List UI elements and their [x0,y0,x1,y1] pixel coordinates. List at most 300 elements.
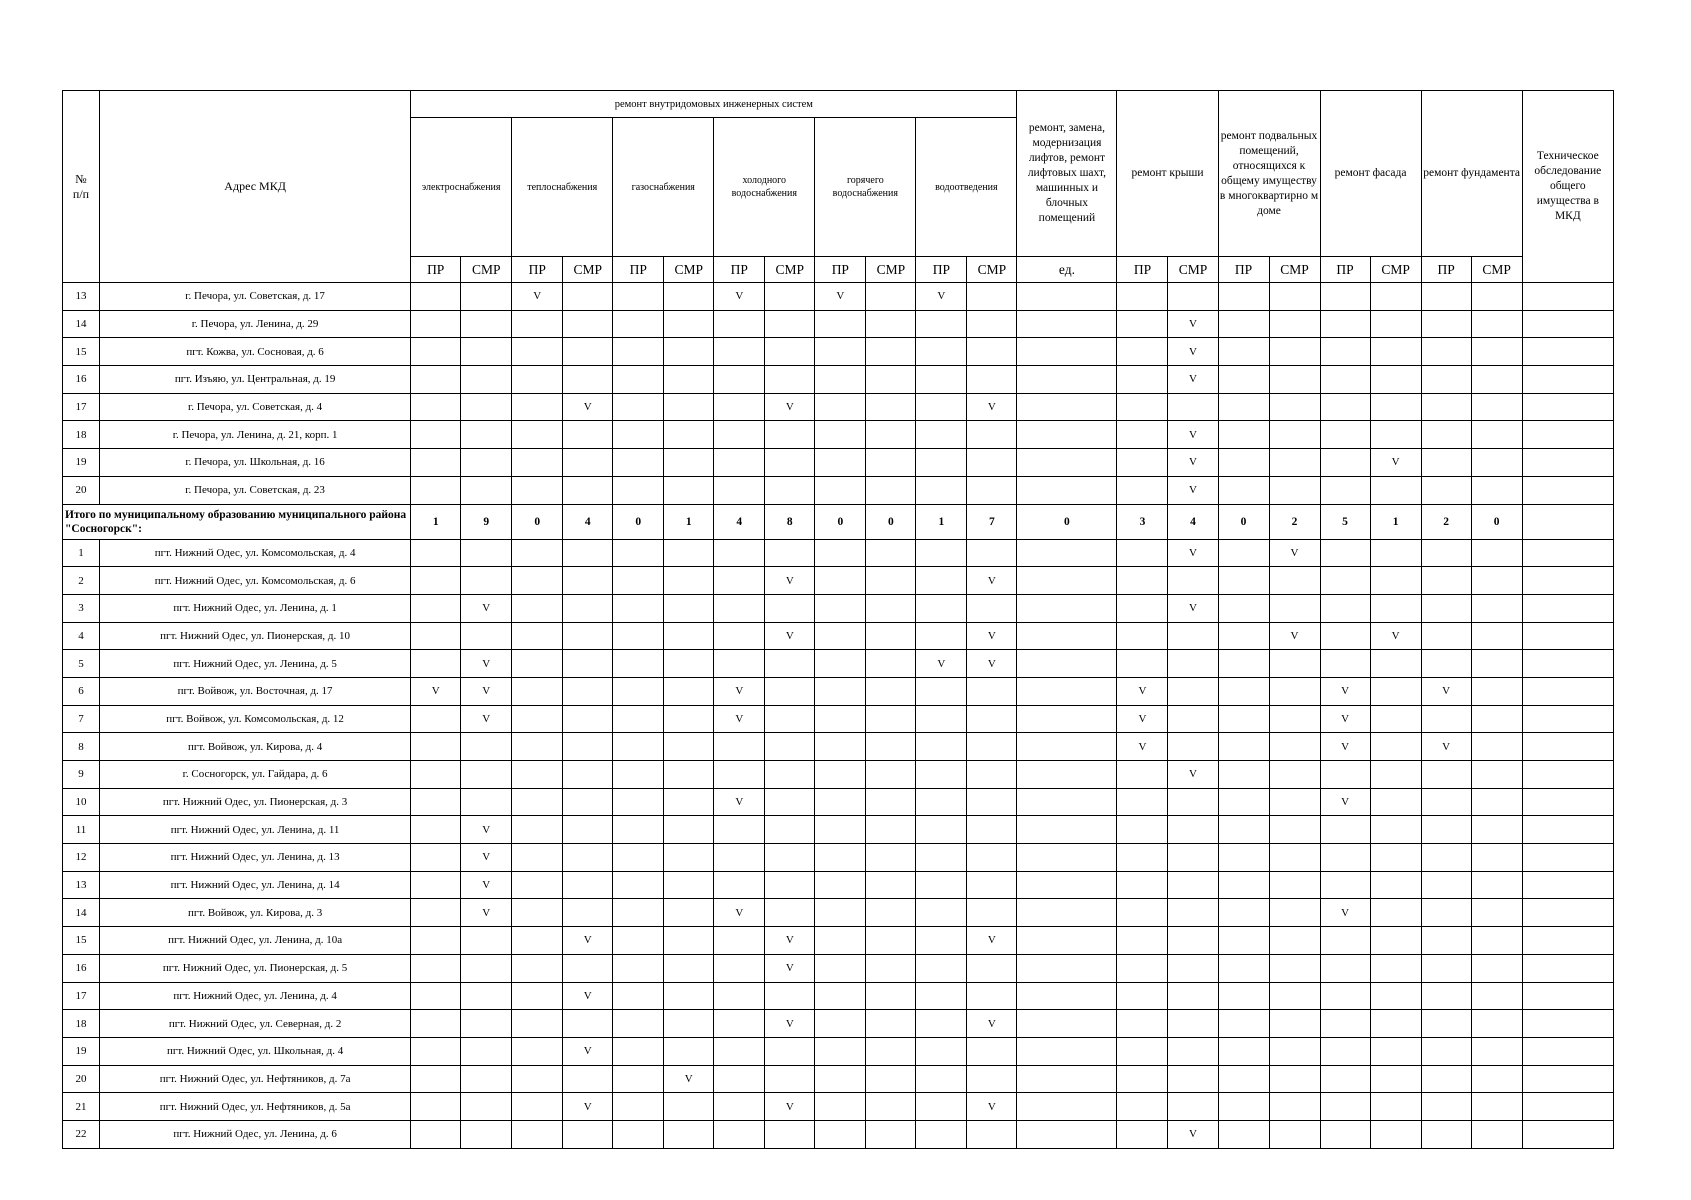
empty-cell [1218,476,1269,504]
empty-cell [1269,954,1320,982]
check-mark: V [765,567,815,595]
empty-cell [1117,1065,1168,1093]
empty-cell [765,366,815,394]
empty-cell [664,1037,714,1065]
empty-cell [1370,393,1421,421]
check-mark: V [1320,677,1370,705]
empty-cell [1522,421,1613,449]
check-mark: V [1269,539,1320,567]
empty-cell [461,1010,512,1038]
empty-cell [1218,1065,1269,1093]
check-mark: V [461,871,512,899]
empty-cell [664,899,714,927]
empty-cell [1522,366,1613,394]
empty-cell [765,705,815,733]
empty-cell [1471,622,1522,650]
empty-cell [1421,393,1471,421]
empty-cell [664,338,714,366]
repair-register-sheet [62,90,1614,1149]
row-number: 11 [63,816,100,844]
empty-cell [815,816,866,844]
empty-cell [1269,366,1320,394]
empty-cell [765,421,815,449]
empty-cell [1218,1037,1269,1065]
empty-cell [714,1120,765,1148]
empty-cell [765,761,815,789]
empty-cell [1017,1093,1117,1121]
empty-cell [1117,844,1168,872]
empty-cell [1471,476,1522,504]
address-cell: пгт. Нижний Одес, ул. Комсомольская, д. 6 [100,567,411,595]
empty-cell [1320,476,1370,504]
table-row [63,761,1614,789]
empty-cell [1522,677,1613,705]
empty-cell [866,650,916,678]
empty-cell [563,310,613,338]
empty-cell [1017,844,1117,872]
empty-cell [512,982,563,1010]
empty-cell [1269,393,1320,421]
empty-cell [563,761,613,789]
total-value: 0 [1218,504,1269,539]
empty-cell [1421,622,1471,650]
empty-cell [1218,338,1269,366]
empty-cell [411,761,461,789]
empty-cell [1218,567,1269,595]
empty-cell [866,954,916,982]
empty-cell [714,954,765,982]
total-value [1522,504,1613,539]
total-value: 1 [411,504,461,539]
empty-cell [815,650,866,678]
empty-cell [916,449,967,477]
empty-cell [411,1065,461,1093]
empty-cell [1117,310,1168,338]
empty-cell [1168,733,1218,761]
empty-cell [714,871,765,899]
empty-cell [1471,1093,1522,1121]
empty-cell [714,650,765,678]
row-number: 14 [63,899,100,927]
empty-cell [967,310,1017,338]
empty-cell [563,539,613,567]
empty-cell [1269,283,1320,311]
empty-cell [967,705,1017,733]
empty-cell [411,650,461,678]
empty-cell [1471,1120,1522,1148]
empty-cell [916,761,967,789]
empty-cell [1320,1010,1370,1038]
empty-cell [1370,338,1421,366]
empty-cell [1320,338,1370,366]
empty-cell [1218,539,1269,567]
empty-cell [1370,677,1421,705]
empty-cell [967,338,1017,366]
empty-cell [1168,954,1218,982]
empty-cell [967,476,1017,504]
empty-cell [1421,982,1471,1010]
empty-cell [967,677,1017,705]
empty-cell [866,982,916,1010]
empty-cell [1522,899,1613,927]
empty-cell [815,567,866,595]
empty-cell [461,366,512,394]
lifts-header: ремонт, замена, модернизация лифтов, ремонт лифтовых шахт, машинных и блочных помещений [1017,91,1117,257]
empty-cell [1117,982,1168,1010]
empty-cell [815,677,866,705]
address-cell: г. Печора, ул. Ленина, д. 21, корп. 1 [100,421,411,449]
empty-cell [1269,338,1320,366]
empty-cell [411,421,461,449]
check-mark: V [916,650,967,678]
empty-cell [563,677,613,705]
empty-cell [563,1065,613,1093]
check-mark: V [1168,476,1218,504]
empty-cell [512,449,563,477]
empty-cell [563,844,613,872]
empty-cell [916,816,967,844]
address-cell: пгт. Нижний Одес, ул. Ленина, д. 14 [100,871,411,899]
empty-cell [1522,539,1613,567]
empty-cell [1471,449,1522,477]
empty-cell [714,449,765,477]
empty-cell [765,1065,815,1093]
empty-cell [613,622,664,650]
empty-cell [461,393,512,421]
empty-cell [1370,650,1421,678]
empty-cell [411,449,461,477]
empty-cell [916,871,967,899]
empty-cell [765,788,815,816]
row-number: 13 [63,871,100,899]
empty-cell [1522,761,1613,789]
empty-cell [765,816,815,844]
empty-cell [916,927,967,955]
empty-cell [1471,871,1522,899]
empty-cell [512,338,563,366]
empty-cell [1471,788,1522,816]
table-row [63,705,1614,733]
empty-cell [563,705,613,733]
empty-cell [1370,982,1421,1010]
register-body [63,283,1614,1149]
empty-cell [1017,310,1117,338]
empty-cell [765,650,815,678]
empty-cell [1168,871,1218,899]
empty-cell [563,338,613,366]
check-mark: V [765,1010,815,1038]
check-mark: V [461,677,512,705]
empty-cell [1017,705,1117,733]
empty-cell [765,594,815,622]
empty-cell [866,899,916,927]
empty-cell [1017,338,1117,366]
empty-cell [815,788,866,816]
empty-cell [1471,310,1522,338]
table-row [63,927,1614,955]
check-mark: V [714,788,765,816]
check-mark: V [967,650,1017,678]
empty-cell [411,567,461,595]
empty-cell [1370,788,1421,816]
check-mark: V [563,393,613,421]
empty-cell [664,733,714,761]
empty-cell [1320,954,1370,982]
total-value: 1 [916,504,967,539]
empty-cell [866,594,916,622]
check-mark: V [765,927,815,955]
empty-cell [1421,650,1471,678]
empty-cell [765,476,815,504]
check-mark: V [967,393,1017,421]
empty-cell [563,1120,613,1148]
row-number: 20 [63,1065,100,1093]
empty-cell [1218,1093,1269,1121]
empty-cell [613,476,664,504]
empty-cell [1471,844,1522,872]
foundation-header: ремонт фундамента [1421,91,1522,257]
empty-cell [1269,421,1320,449]
empty-cell [1370,310,1421,338]
empty-cell [1421,1037,1471,1065]
empty-cell [1117,871,1168,899]
check-mark: V [563,982,613,1010]
empty-cell [411,338,461,366]
check-mark: V [967,927,1017,955]
empty-cell [411,927,461,955]
empty-cell [765,310,815,338]
total-value: 1 [1370,504,1421,539]
empty-cell [664,816,714,844]
empty-cell [1471,1037,1522,1065]
empty-cell [1117,954,1168,982]
address-cell: пгт. Нижний Одес, ул. Ленина, д. 4 [100,982,411,1010]
empty-cell [1269,567,1320,595]
check-mark: V [461,650,512,678]
address-cell: пгт. Войвож, ул. Восточная, д. 17 [100,677,411,705]
row-number: 19 [63,1037,100,1065]
empty-cell [815,871,866,899]
empty-cell [613,982,664,1010]
empty-cell [613,449,664,477]
empty-cell [1370,1093,1421,1121]
empty-cell [1421,310,1471,338]
address-cell: пгт. Кожва, ул. Сосновая, д. 6 [100,338,411,366]
empty-cell [1218,954,1269,982]
empty-cell [1269,761,1320,789]
empty-cell [1522,954,1613,982]
empty-cell [815,539,866,567]
empty-cell [411,816,461,844]
check-mark: V [815,283,866,311]
empty-cell [866,1010,916,1038]
empty-cell [866,1037,916,1065]
empty-cell [1320,594,1370,622]
total-value: 0 [866,504,916,539]
empty-cell [916,733,967,761]
empty-cell [967,816,1017,844]
empty-cell [461,338,512,366]
empty-cell [815,310,866,338]
empty-cell [512,761,563,789]
empty-cell [1421,1010,1471,1038]
empty-cell [411,539,461,567]
total-value: 9 [461,504,512,539]
empty-cell [613,705,664,733]
total-value: 8 [765,504,815,539]
pr-header: ПР [1421,257,1471,283]
address-cell: пгт. Нижний Одес, ул. Пионерская, д. 10 [100,622,411,650]
empty-cell [512,927,563,955]
total-value: 4 [563,504,613,539]
empty-cell [866,283,916,311]
empty-cell [1168,899,1218,927]
empty-cell [1117,927,1168,955]
empty-cell [512,421,563,449]
empty-cell [1168,982,1218,1010]
empty-cell [714,338,765,366]
empty-cell [1421,761,1471,789]
empty-cell [815,338,866,366]
table-row [63,899,1614,927]
empty-cell [512,788,563,816]
empty-cell [714,594,765,622]
check-mark: V [1421,733,1471,761]
empty-cell [1370,733,1421,761]
empty-cell [1017,449,1117,477]
check-mark: V [765,393,815,421]
pr-header: ПР [1117,257,1168,283]
empty-cell [714,816,765,844]
empty-cell [1320,310,1370,338]
empty-cell [1017,421,1117,449]
empty-cell [1017,650,1117,678]
empty-cell [664,393,714,421]
address-cell: пгт. Нижний Одес, ул. Комсомольская, д. 4 [100,539,411,567]
empty-cell [411,788,461,816]
empty-cell [461,1037,512,1065]
empty-cell [1370,816,1421,844]
smr-header: СМР [563,257,613,283]
empty-cell [1017,622,1117,650]
repair-register-table [62,90,1614,1149]
empty-cell [411,283,461,311]
empty-cell [967,982,1017,1010]
table-row [63,622,1614,650]
empty-cell [1370,1065,1421,1093]
empty-cell [916,476,967,504]
empty-cell [1117,421,1168,449]
address-cell: пгт. Нижний Одес, ул. Северная, д. 2 [100,1010,411,1038]
empty-cell [512,871,563,899]
empty-cell [916,788,967,816]
empty-cell [613,1093,664,1121]
empty-cell [714,622,765,650]
row-number: 10 [63,788,100,816]
total-value: 4 [1168,504,1218,539]
total-value: 0 [815,504,866,539]
check-mark: V [1117,677,1168,705]
empty-cell [714,761,765,789]
empty-cell [1218,283,1269,311]
empty-cell [461,449,512,477]
row-number: 18 [63,421,100,449]
empty-cell [916,310,967,338]
empty-cell [1522,816,1613,844]
empty-cell [1017,283,1117,311]
empty-cell [714,476,765,504]
empty-cell [1522,393,1613,421]
empty-cell [613,788,664,816]
empty-cell [866,816,916,844]
address-cell: пгт. Нижний Одес, ул. Ленина, д. 1 [100,594,411,622]
empty-cell [613,927,664,955]
empty-cell [1117,1037,1168,1065]
empty-cell [714,1037,765,1065]
empty-cell [1421,788,1471,816]
empty-cell [967,366,1017,394]
empty-cell [1269,1065,1320,1093]
empty-cell [512,899,563,927]
empty-cell [613,338,664,366]
empty-cell [563,871,613,899]
empty-cell [1218,449,1269,477]
empty-cell [967,283,1017,311]
empty-cell [461,927,512,955]
empty-cell [1421,1093,1471,1121]
empty-cell [411,310,461,338]
empty-cell [1522,567,1613,595]
empty-cell [1320,761,1370,789]
empty-cell [866,844,916,872]
empty-cell [1471,650,1522,678]
system-header-heating: теплоснабжения [512,118,613,257]
empty-cell [916,1120,967,1148]
total-label: Итого по муниципальному образованию муниципального района "Сосногорск": [63,504,411,539]
empty-cell [815,1093,866,1121]
total-value: 5 [1320,504,1370,539]
empty-cell [714,1065,765,1093]
empty-cell [1522,338,1613,366]
empty-cell [512,1120,563,1148]
system-header-cold-water: холодного водоснабжения [714,118,815,257]
empty-cell [1421,567,1471,595]
empty-cell [512,539,563,567]
empty-cell [1017,954,1117,982]
empty-cell [765,1120,815,1148]
table-row [63,366,1614,394]
empty-cell [613,899,664,927]
empty-cell [1421,283,1471,311]
empty-cell [1421,899,1471,927]
empty-cell [1218,788,1269,816]
empty-cell [1320,622,1370,650]
inspection-header: Техническое обследование общего имущества в МКД [1522,91,1613,283]
smr-header: СМР [866,257,916,283]
empty-cell [916,338,967,366]
empty-cell [411,954,461,982]
empty-cell [1471,954,1522,982]
empty-cell [714,366,765,394]
pr-header: ПР [714,257,765,283]
address-cell: пгт. Нижний Одес, ул. Нефтяников, д. 7а [100,1065,411,1093]
empty-cell [563,622,613,650]
empty-cell [1218,622,1269,650]
empty-cell [1522,982,1613,1010]
check-mark: V [563,1093,613,1121]
address-cell: пгт. Нижний Одес, ул. Нефтяников, д. 5а [100,1093,411,1121]
empty-cell [1269,1037,1320,1065]
